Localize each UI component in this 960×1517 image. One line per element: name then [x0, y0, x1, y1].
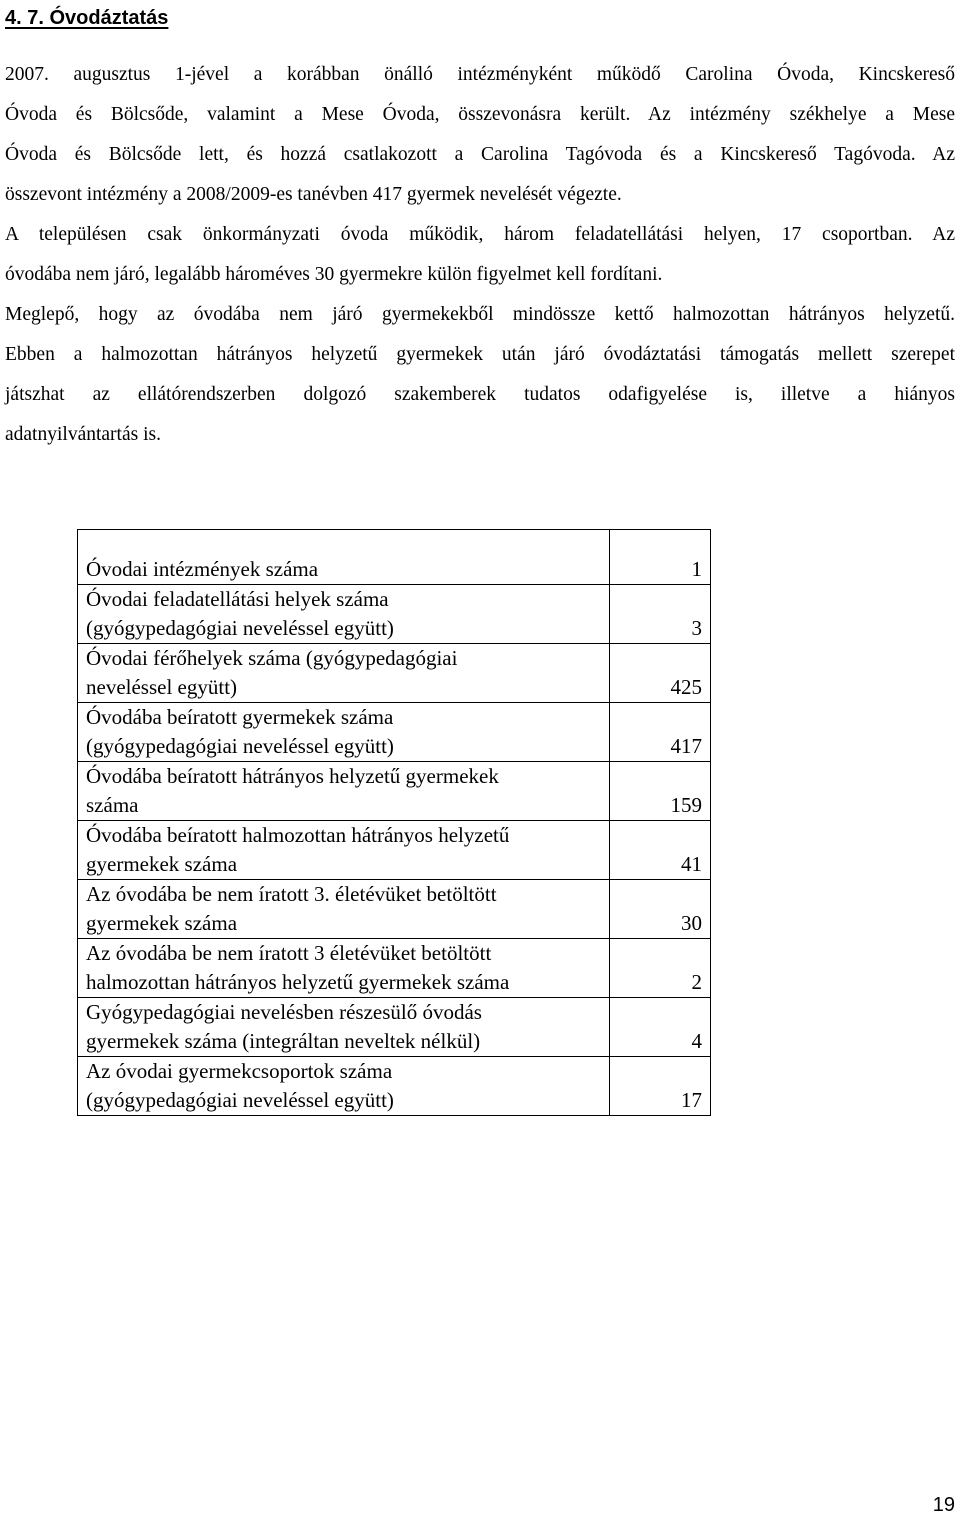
paragraph-line: játszhat az ellátórendszerben dolgozó szakemberek tudatos odafigyelése is, illetve a hiányos [5, 384, 955, 405]
row-value: 3 [610, 585, 711, 644]
row-value: 2 [610, 939, 711, 998]
table-row [78, 762, 711, 821]
table-row [78, 998, 711, 1057]
row-label-line: Az óvodába be nem íratott 3. életévüket betöltött [86, 882, 497, 906]
table-row [78, 880, 711, 939]
table-row [78, 939, 711, 998]
paragraph-line: Óvoda és Bölcsőde, valamint a Mese Óvoda, összevonásra került. Az intézmény székhelye a Mese [5, 104, 955, 125]
row-label-line: Óvodai férőhelyek száma (gyógypedagógiai [86, 646, 458, 670]
row-label-line: Óvodába beíratott halmozottan hátrányos helyzetű [86, 823, 510, 847]
row-value: 159 [610, 762, 711, 821]
row-label-line: száma [86, 793, 139, 817]
paragraph-line: összevont intézmény a 2008/2009-es tanévben 417 gyermek nevelését végezte. [5, 184, 622, 205]
row-value: 417 [610, 703, 711, 762]
row-label [78, 1057, 610, 1116]
row-label [78, 821, 610, 880]
paragraph-disadvantaged [5, 295, 955, 455]
kindergarten-statistics-table [77, 529, 711, 1116]
row-label-line: (gyógypedagógiai neveléssel együtt) [86, 1088, 394, 1112]
row-value: 1 [610, 530, 711, 585]
paragraph-line: Meglepő, hogy az óvodába nem járó gyermekekből mindössze kettő halmozottan hátrányos helyzetű. [5, 304, 955, 325]
row-label-line: Óvodába beíratott hátrányos helyzetű gyermekek [86, 764, 499, 788]
row-label-line: gyermekek száma [86, 911, 238, 935]
row-label [78, 530, 610, 585]
paragraph-line: óvodába nem járó, legalább hároméves 30 gyermekre külön figyelmet kell fordítani. [5, 264, 663, 285]
paragraph-kindergarten-network [5, 215, 955, 295]
paragraph-line: adatnyilvántartás is. [5, 424, 161, 445]
page-number: 19 [932, 1494, 955, 1516]
section-heading: 4. 7. Óvodáztatás [5, 7, 169, 29]
row-value: 425 [610, 644, 711, 703]
table-row [78, 644, 711, 703]
paragraph-line: 2007. augusztus 1-jével a korábban önálló intézményként működő Carolina Óvoda, Kincskereső [5, 64, 955, 85]
row-label [78, 703, 610, 762]
row-label-line: Óvodai feladatellátási helyek száma [86, 587, 389, 611]
row-value: 4 [610, 998, 711, 1057]
paragraph-line: Ebben a halmozottan hátrányos helyzetű gyermekek után járó óvodáztatási támogatás mellett szerepet [5, 344, 955, 365]
row-value: 30 [610, 880, 711, 939]
row-label-line: neveléssel együtt) [86, 675, 238, 699]
paragraph-line: Óvoda és Bölcsőde lett, és hozzá csatlakozott a Carolina Tagóvoda és a Kincskereső Tagóvoda. Az [5, 144, 955, 165]
row-label-line: halmozottan hátrányos helyzetű gyermekek száma [86, 970, 510, 994]
row-label [78, 585, 610, 644]
row-value: 17 [610, 1057, 711, 1116]
row-label-line: Gyógypedagógiai nevelésben részesülő óvodás [86, 1000, 482, 1024]
row-label [78, 939, 610, 998]
row-label [78, 880, 610, 939]
row-label-line: Az óvodába be nem íratott 3 életévüket betöltött [86, 941, 492, 965]
table-row [78, 821, 711, 880]
table-row [78, 530, 711, 585]
row-label [78, 998, 610, 1057]
row-label-line: Óvodai intézmények száma [86, 557, 319, 581]
row-label-line: gyermekek száma [86, 852, 238, 876]
row-label-line: (gyógypedagógiai neveléssel együtt) [86, 616, 394, 640]
row-label-line: gyermekek száma (integráltan neveltek nélkül) [86, 1029, 481, 1053]
row-label-line: Óvodába beíratott gyermekek száma [86, 705, 394, 729]
row-label [78, 644, 610, 703]
paragraph-intro [5, 55, 955, 215]
row-label [78, 762, 610, 821]
table-row [78, 703, 711, 762]
table-row [78, 585, 711, 644]
row-value: 41 [610, 821, 711, 880]
row-label-line: (gyógypedagógiai neveléssel együtt) [86, 734, 394, 758]
paragraph-line: A településen csak önkormányzati óvoda működik, három feladatellátási helyen, 17 csoportban. Az [5, 224, 955, 245]
row-label-line: Az óvodai gyermekcsoportok száma [86, 1059, 393, 1083]
table-row [78, 1057, 711, 1116]
